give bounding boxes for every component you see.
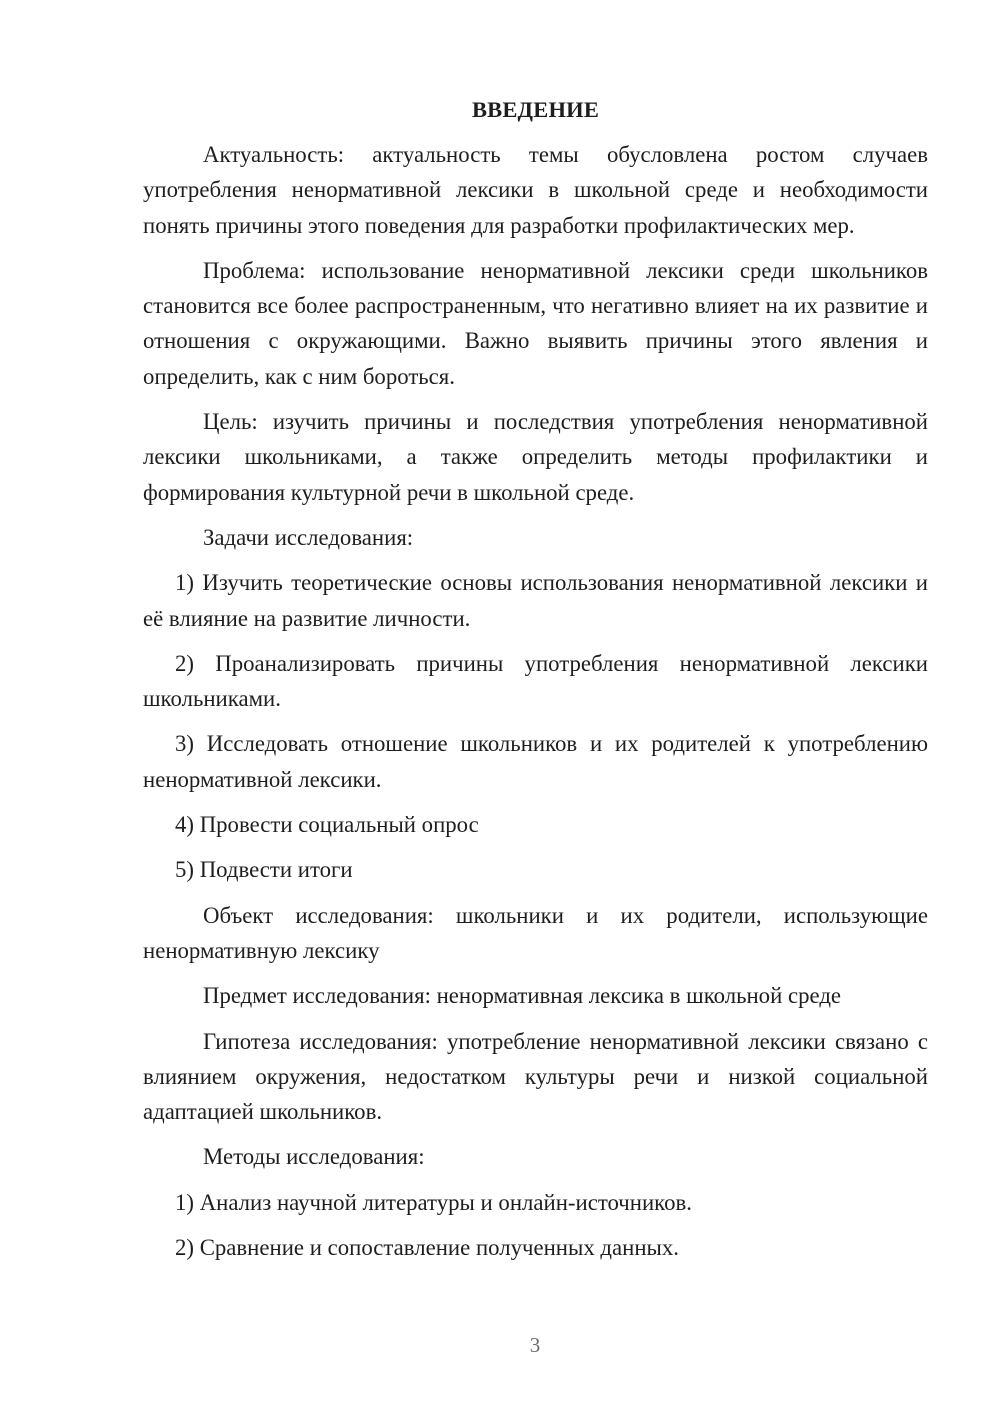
relevance-paragraph: Актуальность: актуальность темы обусловлена ростом случаев употребления ненормативной лексики в школьной среде и необходимости понять причины этого поведения для разработки профилактических мер.: [143, 142, 928, 238]
subject-paragraph: Предмет исследования: ненормативная лексика в школьной среде: [203, 983, 842, 1009]
tasks-heading: Задачи исследования:: [203, 524, 414, 550]
list-item: 4) Провести социальный опрос: [175, 812, 479, 838]
list-item: 3) Исследовать отношение школьников и их родителей к употреблению ненормативной лексики.: [143, 731, 928, 792]
list-item: 2) Сравнение и сопоставление полученных данных.: [175, 1235, 679, 1261]
methods-heading: Методы исследования:: [203, 1144, 425, 1170]
hypothesis-paragraph: Гипотеза исследования: употребление ненормативной лексики связано с влиянием окружения, недостатком культуры речи и низкой социальной адаптацией школьников.: [143, 1028, 928, 1125]
list-item: 1) Изучить теоретические основы использования ненормативной лексики и её влияние на развитие личности.: [143, 570, 928, 631]
page-number: 3: [529, 1333, 541, 1357]
list-item: 2) Проанализировать причины употребления ненормативной лексики школьниками.: [143, 650, 928, 712]
goal-paragraph: Цель: изучить причины и последствия употребления ненормативной лексики школьниками, а также определить методы профилактики и формирования культурной речи в школьной среде.: [143, 409, 928, 505]
list-item: 1) Анализ научной литературы и онлайн-источников.: [175, 1189, 692, 1215]
tasks-list: [143, 565, 928, 887]
list-item: 5) Подвести итоги: [175, 857, 353, 883]
object-paragraph: Объект исследования: школьники и их родители, использующие ненормативную лексику: [143, 902, 928, 963]
problem-paragraph: Проблема: использование ненормативной лексики среди школьников становится все более распространенным, что негативно влияет на их развитие и отношения с окружающими. Важно выявить причины этого явления и определить, как с ним бороться.: [143, 257, 928, 389]
methods-list: [143, 1185, 928, 1266]
document-page: [143, 92, 928, 1275]
section-title: ВВЕДЕНИЕ: [471, 97, 600, 122]
